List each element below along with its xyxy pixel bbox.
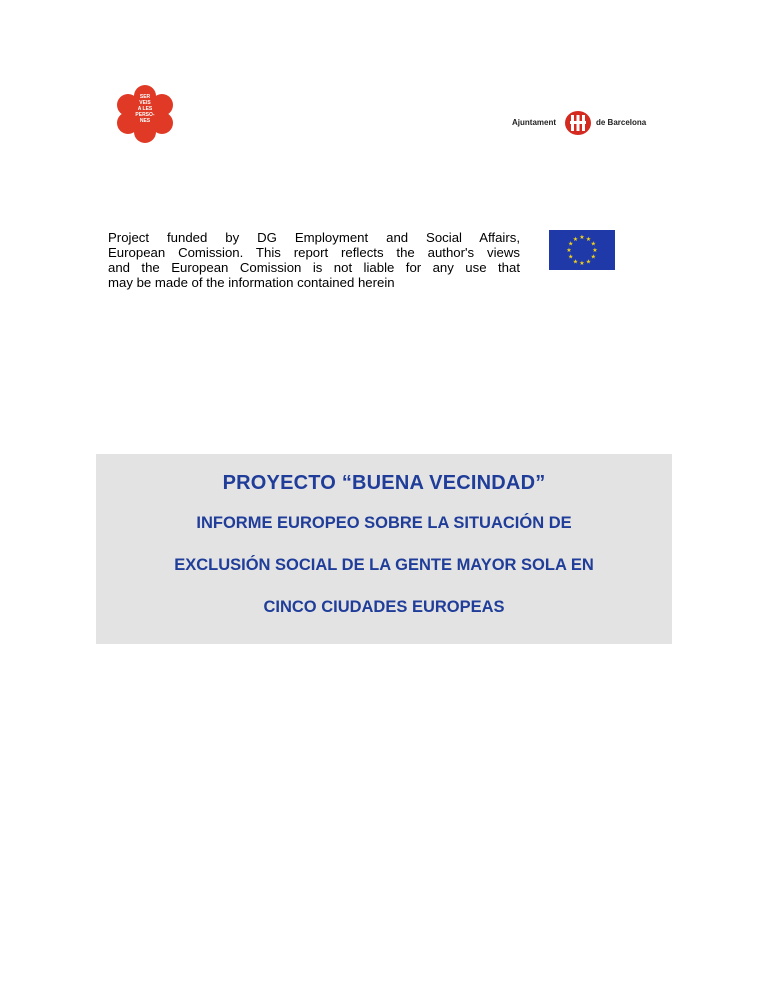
logo-line: NES — [139, 118, 151, 124]
disclaimer-line: Project funded by DG Employment and Social Affairs, — [108, 230, 520, 245]
funding-disclaimer — [108, 230, 520, 290]
subtitle-line: CINCO CIUDADES EUROPEAS — [263, 598, 505, 616]
barcelona-emblem-icon — [564, 110, 592, 136]
eu-star-icon: ★ — [590, 254, 596, 261]
serveis-persones-logo — [112, 84, 178, 144]
eu-star-icon: ★ — [572, 236, 579, 243]
eu-star-icon: ★ — [566, 248, 572, 255]
logo-line: SER — [139, 94, 151, 100]
eu-flag-icon — [549, 230, 615, 270]
subtitle-line: EXCLUSIÓN SOCIAL DE LA GENTE MAYOR SOLA EN — [174, 556, 594, 574]
ajuntament-label: Ajuntament — [512, 118, 556, 127]
eu-star-icon: ★ — [568, 254, 574, 261]
project-title: PROYECTO “BUENA VECINDAD” — [222, 472, 546, 494]
disclaimer-line: may be made of the information contained herein — [108, 275, 395, 290]
eu-star-icon: ★ — [592, 248, 598, 255]
logo-line: PERSO- — [135, 112, 155, 118]
eu-star-icon: ★ — [585, 236, 592, 243]
logo-line: VEIS — [139, 100, 151, 106]
de-barcelona-label: de Barcelona — [596, 118, 647, 127]
subtitle-line: INFORME EUROPEO SOBRE LA SITUACIÓN DE — [196, 514, 572, 532]
disclaimer-line: European Comission. This report reflects the author's views — [108, 245, 520, 260]
title-box — [96, 454, 672, 644]
eu-star-icon: ★ — [585, 259, 592, 266]
eu-star-icon: ★ — [568, 241, 574, 248]
disclaimer-line: and the European Comission is not liable for any use that — [108, 260, 520, 275]
eu-star-icon: ★ — [590, 241, 596, 248]
eu-star-icon: ★ — [579, 261, 585, 268]
eu-star-icon: ★ — [572, 259, 579, 266]
logo-line: A LES — [137, 106, 153, 112]
eu-star-icon: ★ — [579, 235, 585, 242]
logo-left-text — [131, 94, 159, 124]
ajuntament-barcelona-logo — [512, 110, 652, 138]
